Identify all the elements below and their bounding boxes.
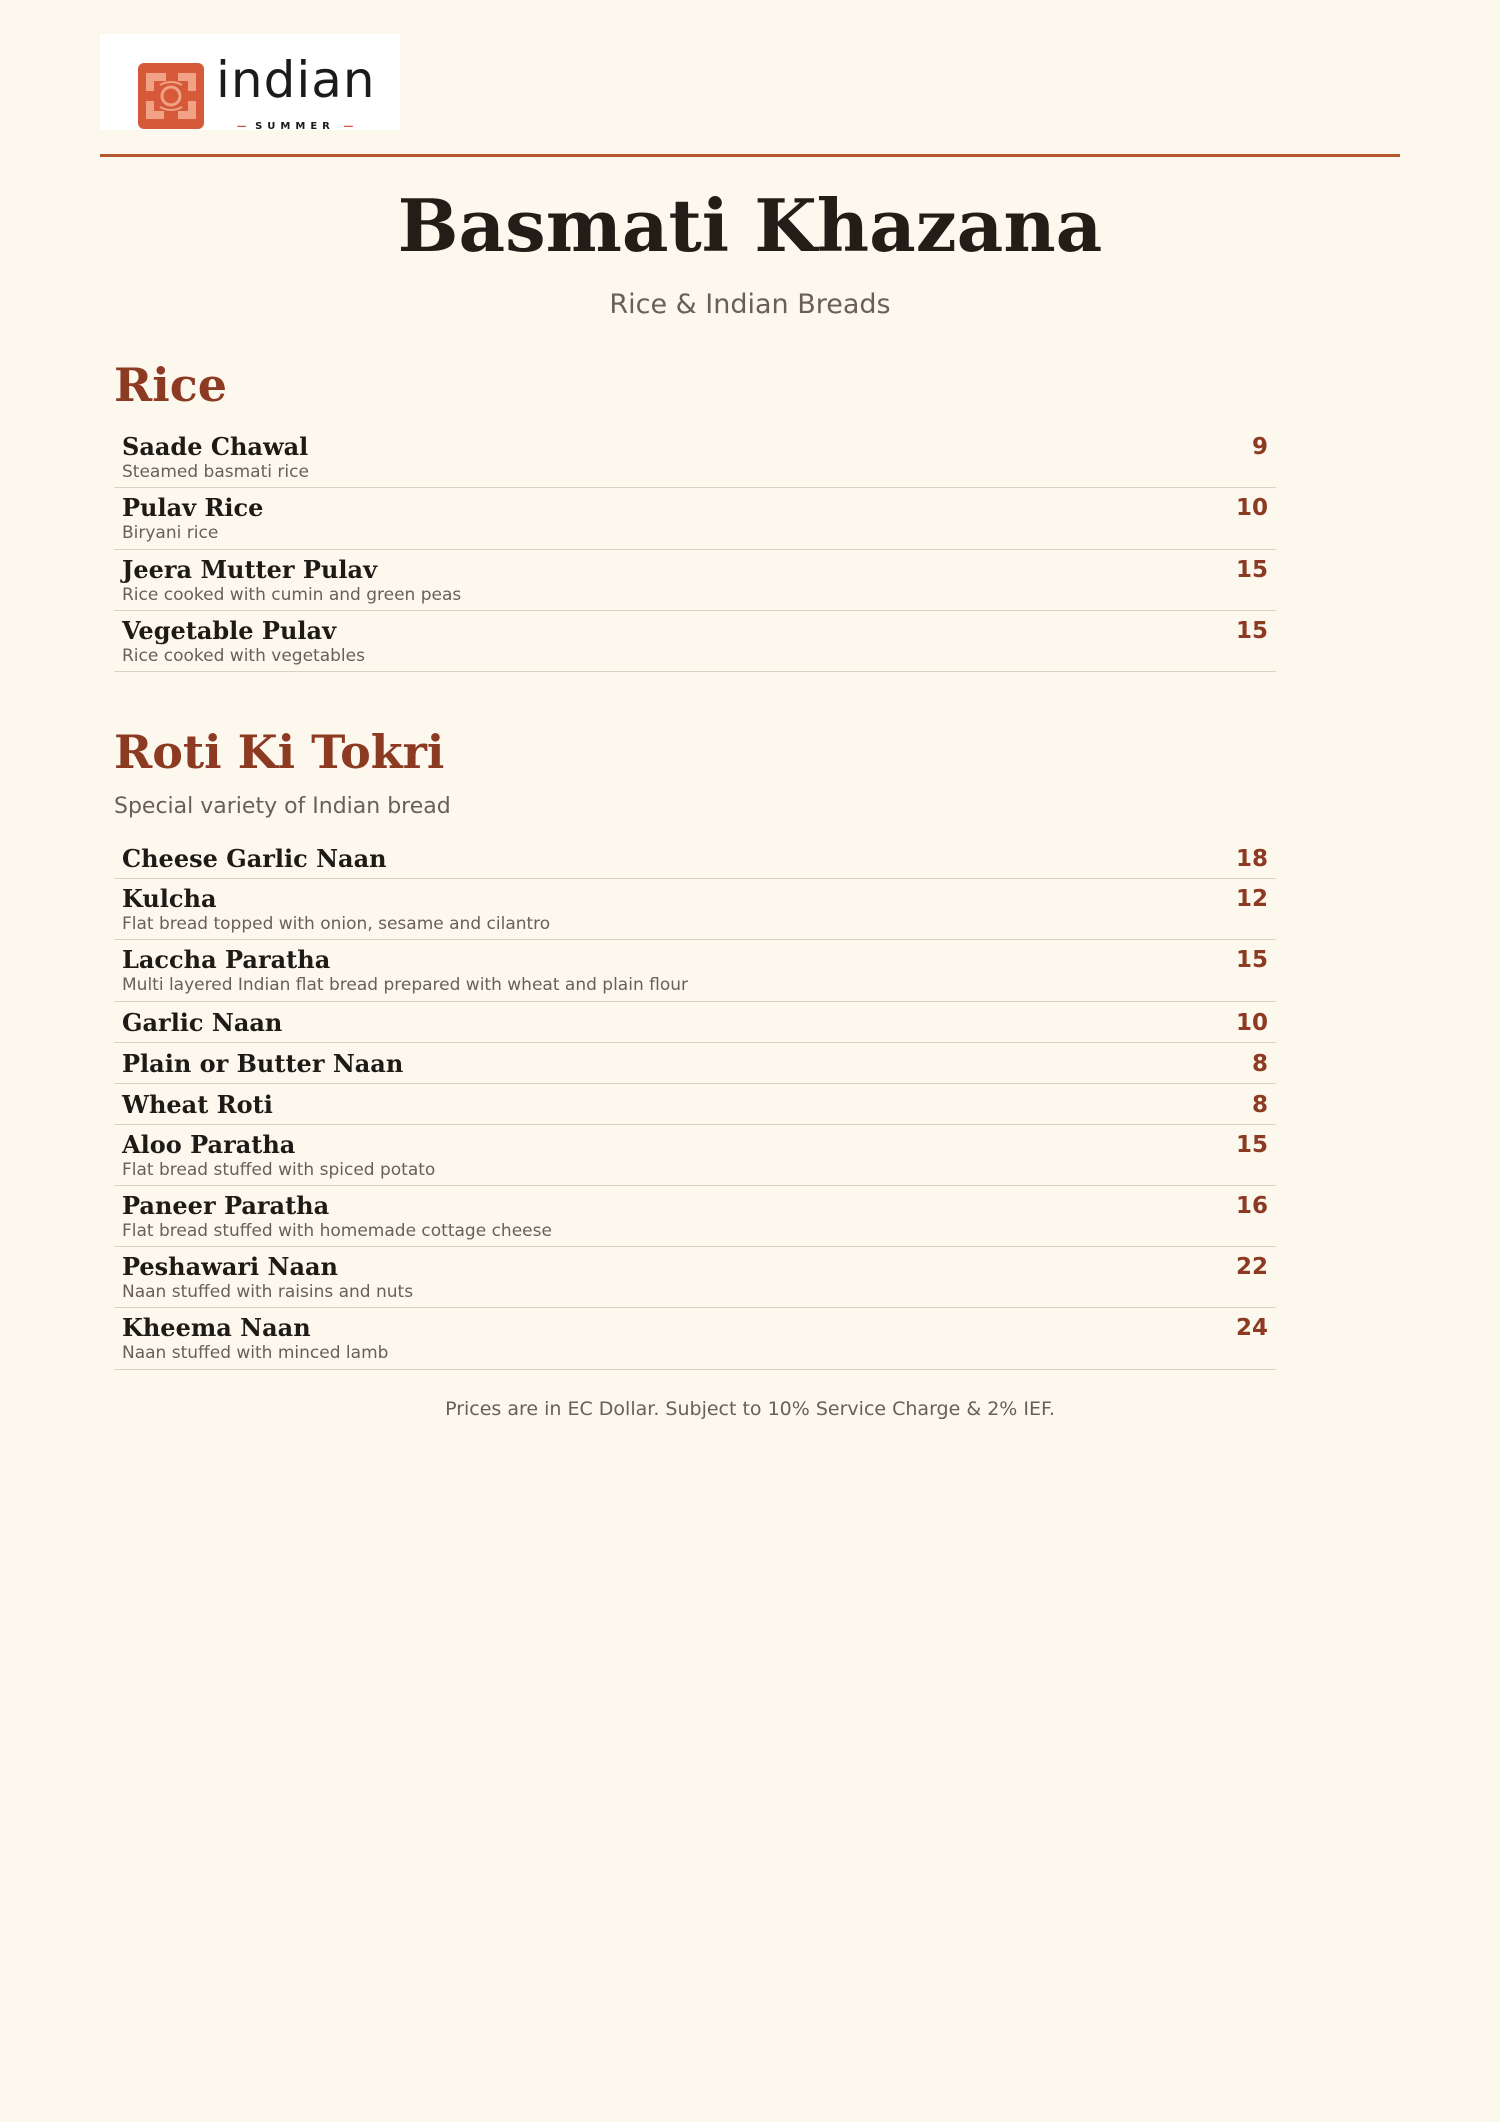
menu-item <box>114 940 1276 1001</box>
rice-menu-list <box>114 427 1276 672</box>
item-description: Naan stuffed with raisins and nuts <box>122 1282 414 1303</box>
menu-item <box>114 488 1276 549</box>
item-name: Vegetable Pulav <box>122 615 337 645</box>
item-description: Rice cooked with vegetables <box>122 645 365 666</box>
item-price: 15 <box>1235 617 1268 644</box>
item-price: 15 <box>1235 556 1268 583</box>
item-price: 22 <box>1235 1254 1268 1281</box>
item-name: Paneer Paratha <box>122 1190 330 1220</box>
item-name: Garlic Naan <box>122 1007 283 1037</box>
menu-item <box>114 1002 1276 1043</box>
menu-item <box>114 838 1276 879</box>
item-price: 18 <box>1235 846 1268 872</box>
item-price: 15 <box>1235 947 1268 974</box>
item-price: 8 <box>1251 1050 1268 1077</box>
logo-emblem-icon <box>138 63 204 129</box>
menu-item <box>114 1084 1276 1125</box>
section-title-rice: Rice <box>114 358 227 412</box>
item-name: Cheese Garlic Naan <box>122 844 387 873</box>
item-name: Jeera Mutter Pulav <box>122 554 378 584</box>
header-divider <box>100 154 1400 157</box>
item-description: Flat bread stuffed with homemade cottage cheese <box>122 1220 552 1241</box>
item-description: Flat bread topped with onion, sesame and cilantro <box>122 914 551 934</box>
page-title: Basmati Khazana <box>397 183 1103 268</box>
menu-item <box>114 611 1276 672</box>
item-description: Flat bread stuffed with spiced potato <box>122 1159 436 1180</box>
item-name: Peshawari Naan <box>122 1252 338 1282</box>
menu-item <box>114 1125 1276 1186</box>
item-description: Naan stuffed with minced lamb <box>122 1343 389 1364</box>
item-price: 12 <box>1235 886 1268 912</box>
item-name: Saade Chawal <box>122 432 309 461</box>
item-description: Multi layered Indian flat bread prepared with wheat and plain flour <box>122 975 688 996</box>
item-description: Rice cooked with cumin and green peas <box>122 584 462 605</box>
item-description: Biryani rice <box>122 523 219 544</box>
logo-wordmark: indian <box>216 51 376 109</box>
bread-menu-list <box>114 838 1276 1370</box>
section-title-roti: Roti Ki Tokri <box>114 725 445 779</box>
section-description: Special variety of Indian bread <box>114 794 451 819</box>
menu-item <box>114 550 1276 611</box>
item-price: 16 <box>1235 1192 1268 1219</box>
menu-item <box>114 1247 1276 1308</box>
item-price: 8 <box>1251 1091 1268 1118</box>
item-name: Laccha Paratha <box>122 945 331 975</box>
page-subtitle: Rice & Indian Breads <box>609 289 891 320</box>
menu-item <box>114 1186 1276 1247</box>
restaurant-logo <box>100 34 400 130</box>
menu-item <box>114 1043 1276 1084</box>
menu-item <box>114 879 1276 940</box>
item-name: Kheema Naan <box>122 1313 311 1343</box>
item-price: 10 <box>1235 495 1268 522</box>
logo-subtitle: — SUMMER — <box>236 121 354 132</box>
menu-item <box>114 1308 1276 1369</box>
menu-item <box>114 427 1276 488</box>
item-price: 24 <box>1235 1315 1268 1342</box>
item-price: 10 <box>1235 1009 1268 1036</box>
item-name: Kulcha <box>122 884 217 913</box>
item-name: Aloo Paratha <box>122 1129 296 1159</box>
item-name: Wheat Roti <box>122 1089 273 1119</box>
item-price: 15 <box>1235 1131 1268 1158</box>
item-description: Steamed basmati rice <box>122 462 309 482</box>
item-name: Pulav Rice <box>122 493 264 523</box>
price-disclaimer: Prices are in EC Dollar. Subject to 10% Service Charge & 2% IEF. <box>445 1398 1055 1420</box>
item-name: Plain or Butter Naan <box>122 1048 404 1078</box>
item-price: 9 <box>1251 434 1268 460</box>
